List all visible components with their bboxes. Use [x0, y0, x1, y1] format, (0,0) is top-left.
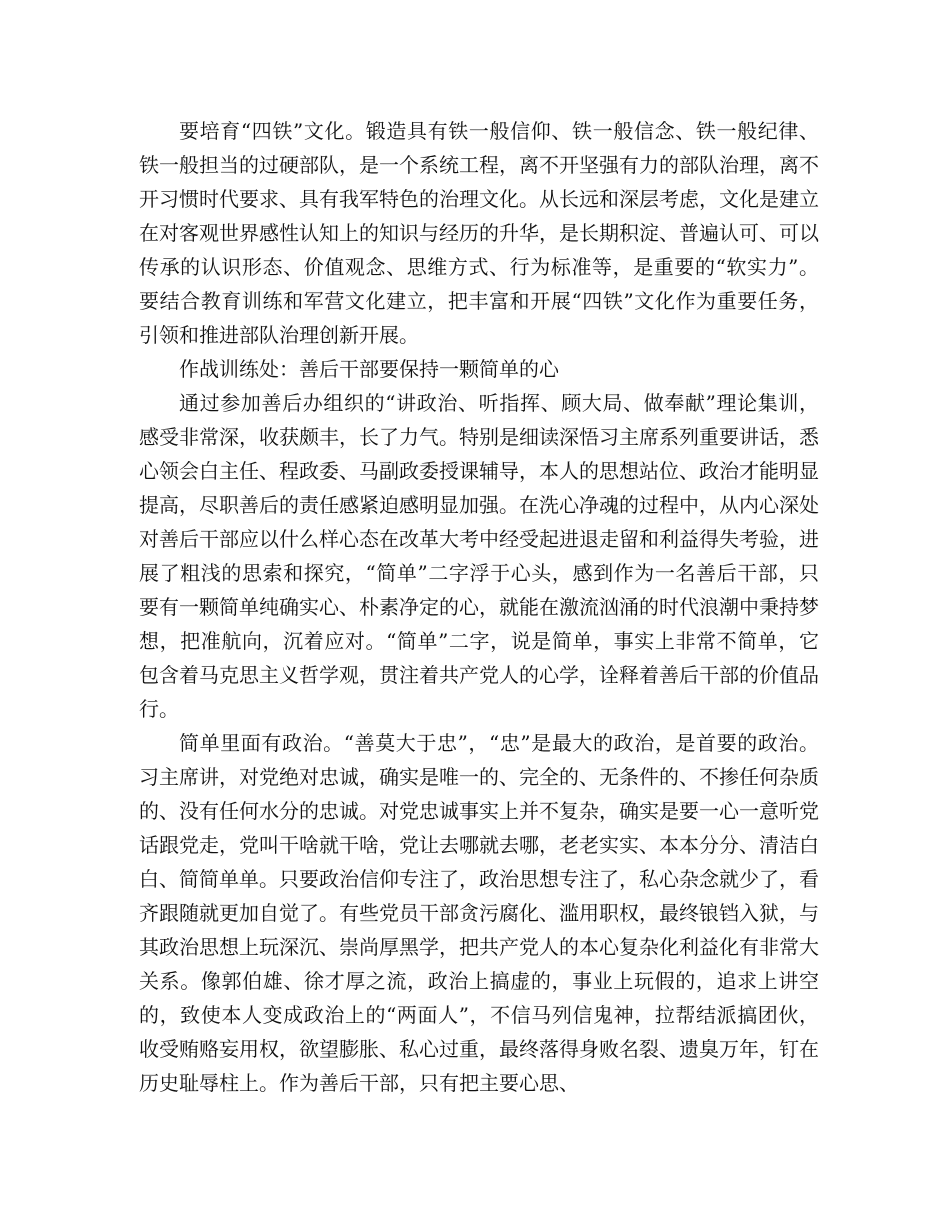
paragraph-training-reflection: 通过参加善后办组织的“讲政治、听指挥、顾大局、做奉献”理论集训，感受非常深，收获颇丰，长了力气。特别是细读深悟习主席系列重要讲话，悉心领会白主任、程政委、马副政委授课辅导，本人的思想站位、政治才能明显提高，尽职善后的责任感紧迫感明显加强。在洗心净魂的过程中，从内心深处对善后干部应以什么样心态在改革大考中经受起进退走留和利益得失考验，进展了粗浅的思索和探究，“简单”二字浮于心头，感到作为一名善后干部，只要有一颗简单纯确实心、朴素净定的心，就能在激流汹涌的时代浪潮中秉持梦想，把准航向，沉着应对。“简单”二字，说是简单，事实上非常不简单，它包含着马克思主义哲学观，贯注着共产党人的心学，诠释着善后干部的价值品行。 [139, 391, 819, 721]
document-body [139, 114, 819, 1100]
paragraph-four-iron-culture: 要培育“四铁”文化。锻造具有铁一般信仰、铁一般信念、铁一般纪律、铁一般担当的过硬部队，是一个系统工程，离不开坚强有力的部队治理，离不开习惯时代要求、具有我军特色的治理文化。从长远和深层考虑，文化是建立在对客观世界感性认知上的知识与经历的升华，是长期积淀、普遍认可、可以传承的认识形态、价值观念、思维方式、行为标准等，是重要的“软实力”。要结合教育训练和军营文化建立，把丰富和开展“四铁”文化作为重要任务，引领和推进部队治理创新开展。 [139, 119, 819, 347]
paragraph-simplicity-politics: 简单里面有政治。“善莫大于忠”，“忠”是最大的政治，是首要的政治。习主席讲，对党绝对忠诚，确实是唯一的、完全的、无条件的、不掺任何杂质的、没有任何水分的忠诚。对党忠诚事实上并不复杂，确实是要一心一意听党话跟党走，党叫干啥就干啥，党让去哪就去哪，老老实实、本本分分、清洁白白、简简单单。只要政治信仰专注了，政治思想专注了，私心杂念就少了，看齐跟随就更加自觉了。有些党员干部贪污腐化、滥用职权，最终锒铛入狱，与其政治思想上玩深沉、崇尚厚黑学，把共产党人的本心复杂化利益化有非常大关系。像郭伯雄、徐才厚之流，政治上搞虚的，事业上玩假的，追求上讲空的，致使本人变成政治上的“两面人”，不信马列信鬼神，拉帮结派搞团伙，收受贿赂妄用权，欲望膨胀、私心过重，最终落得身败名裂、遗臭万年，钉在历史耻辱柱上。作为善后干部，只有把主要心思、 [139, 731, 819, 1095]
section-heading: 作战训练处：善后干部要保持一颗简单的心 [179, 357, 559, 381]
